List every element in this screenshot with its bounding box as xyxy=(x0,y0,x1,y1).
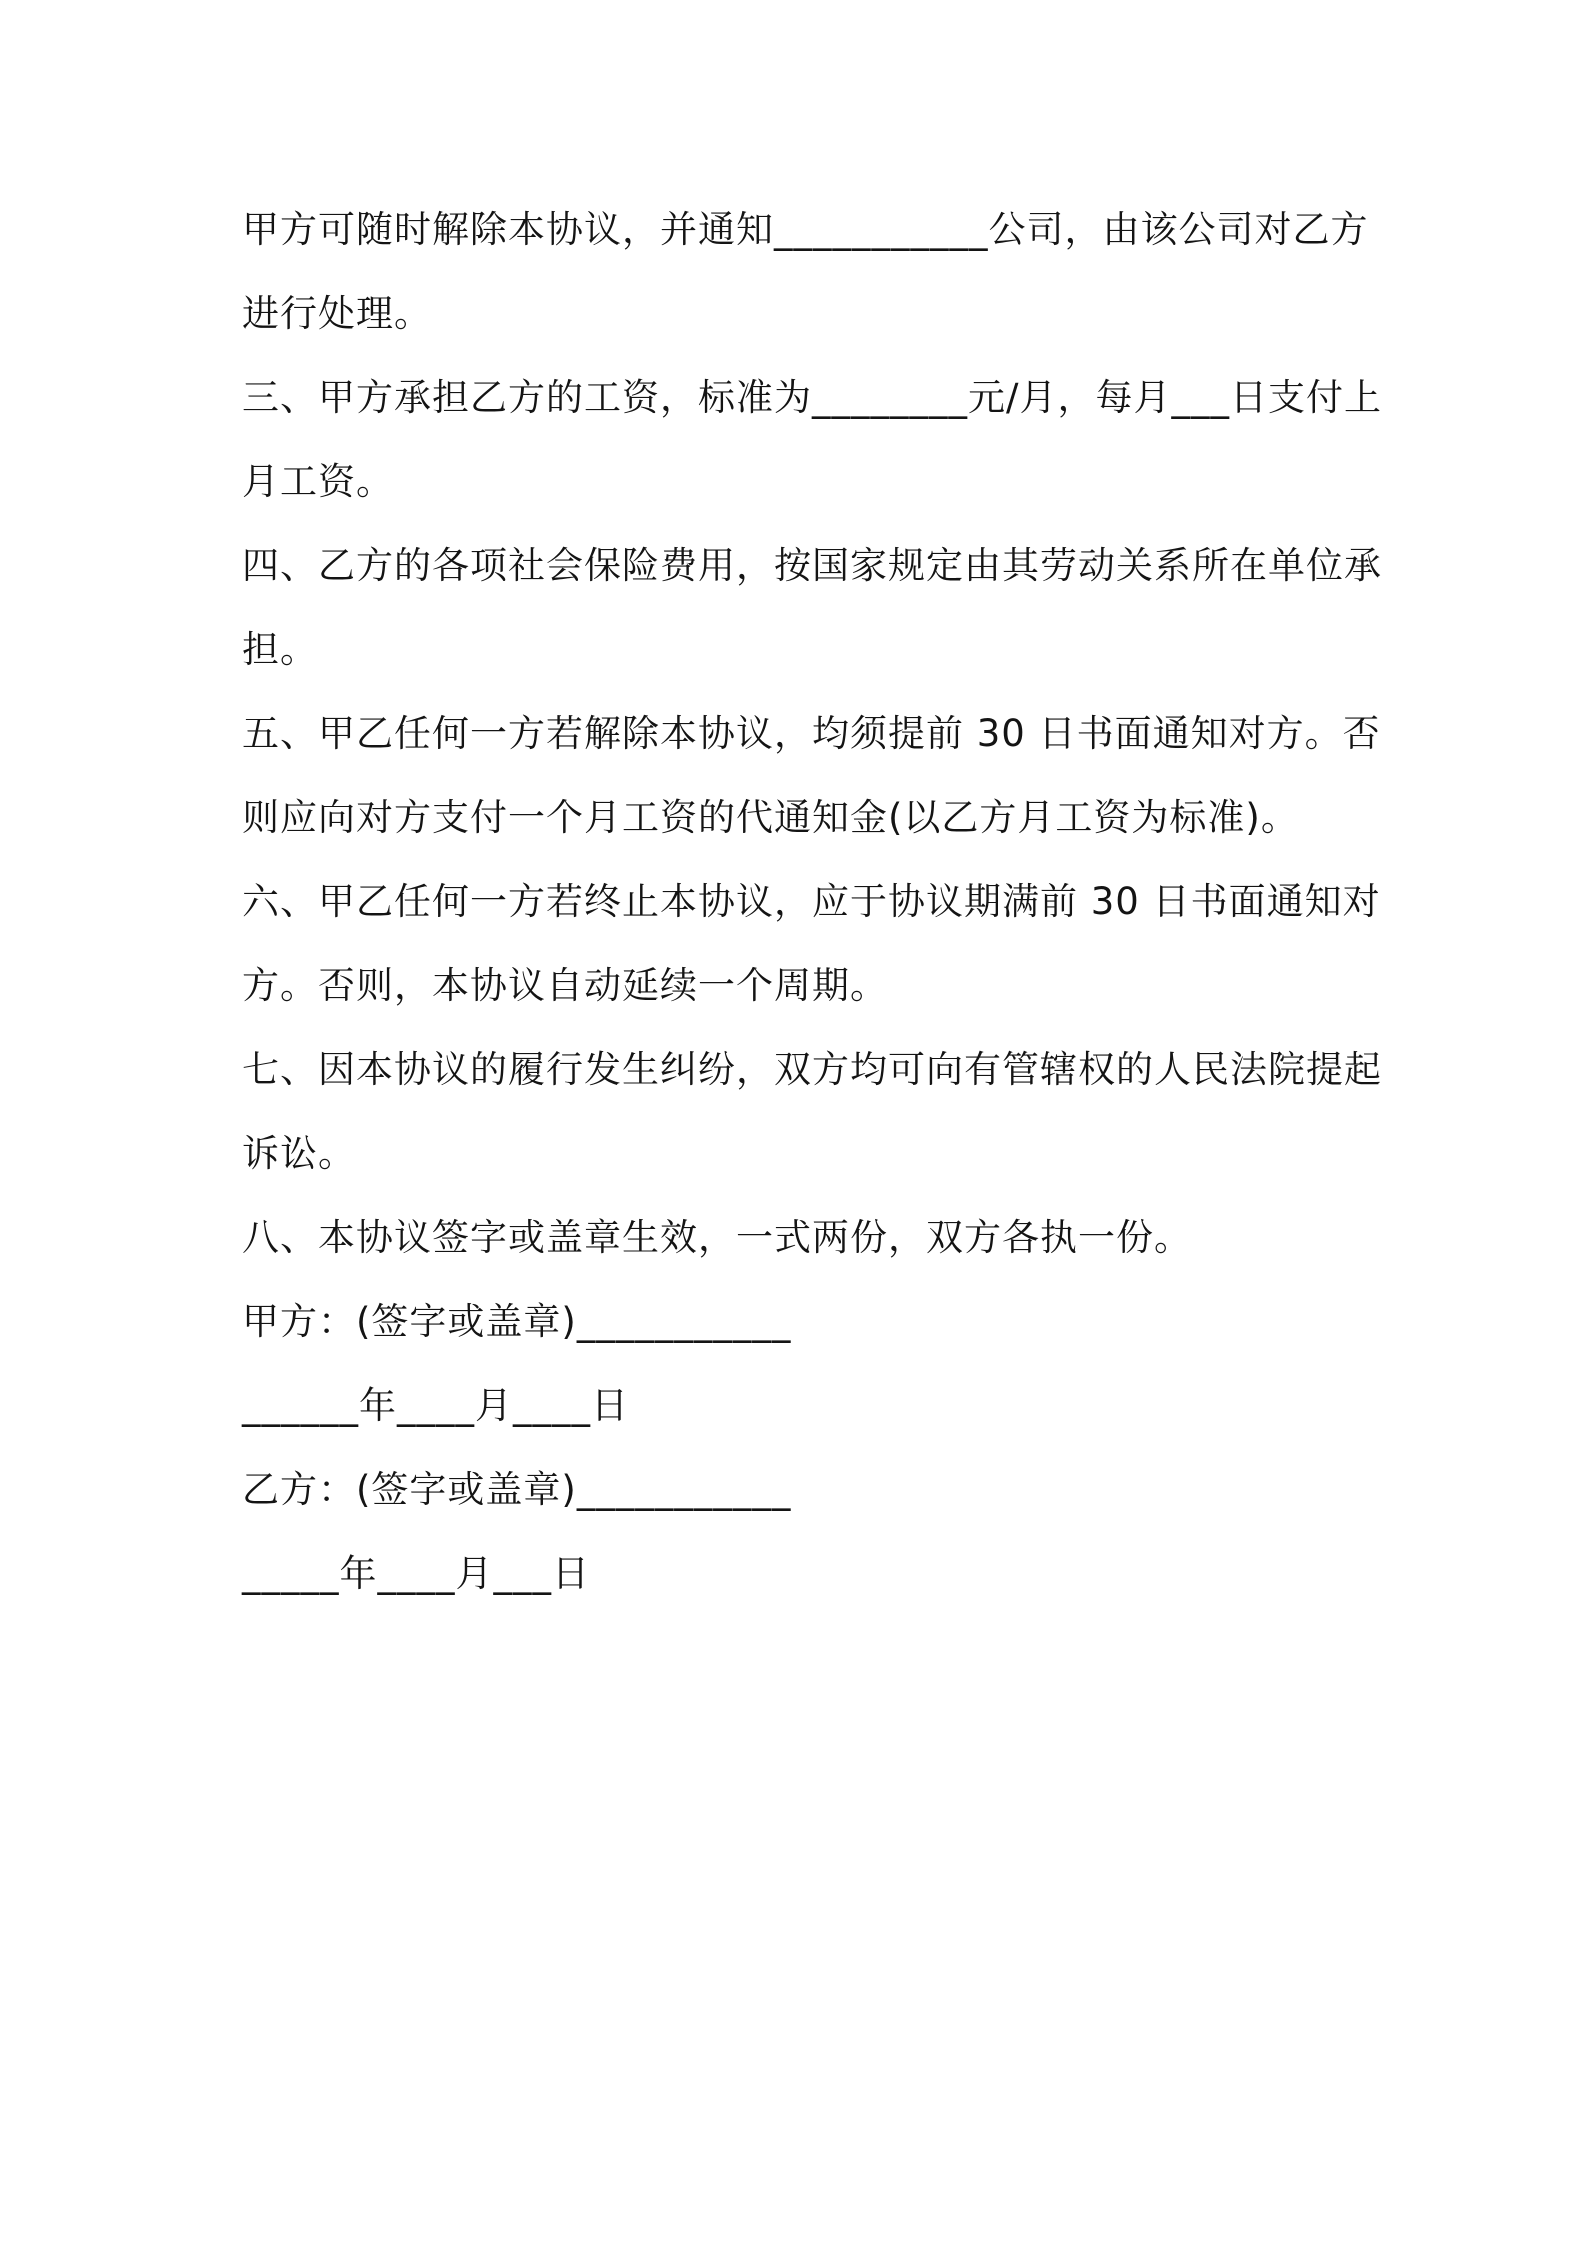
clause-six-line-2: 方。否则，本协议自动延续一个周期。 xyxy=(242,964,888,1007)
clause-four-line-1: 四、乙方的各项社会保险费用，按国家规定由其劳动关系所在单位承 xyxy=(242,544,1382,587)
party-a-signature-line: 甲方：(签字或盖章)___________ xyxy=(242,1300,792,1343)
clause-three-line-2: 月工资。 xyxy=(242,460,394,503)
clause-seven-line-2: 诉讼。 xyxy=(242,1132,356,1175)
document-body xyxy=(242,198,1382,1626)
clause-two-continuation-line-1: 甲方可随时解除本协议，并通知___________公司，由该公司对乙方 xyxy=(242,208,1369,251)
clause-eight-line: 八、本协议签字或盖章生效，一式两份，双方各执一份。 xyxy=(242,1216,1192,1259)
clause-five-line-1: 五、甲乙任何一方若解除本协议，均须提前 30 日书面通知对方。否 xyxy=(242,712,1381,755)
clause-four-line-2: 担。 xyxy=(242,628,318,671)
party-b-signature-line: 乙方：(签字或盖章)___________ xyxy=(242,1468,792,1511)
clause-three-line-1: 三、甲方承担乙方的工资，标准为________元/月，每月___日支付上 xyxy=(242,376,1382,419)
clause-two-continuation-line-2: 进行处理。 xyxy=(242,292,432,335)
party-a-date-line: ______年____月____日 xyxy=(242,1384,629,1427)
clause-six-line-1: 六、甲乙任何一方若终止本协议，应于协议期满前 30 日书面通知对 xyxy=(242,880,1381,923)
clause-seven-line-1: 七、因本协议的履行发生纠纷，双方均可向有管辖权的人民法院提起 xyxy=(242,1048,1382,1091)
clause-five-line-2: 则应向对方支付一个月工资的代通知金(以乙方月工资为标准)。 xyxy=(242,796,1299,839)
party-b-date-line: _____年____月___日 xyxy=(242,1552,590,1595)
